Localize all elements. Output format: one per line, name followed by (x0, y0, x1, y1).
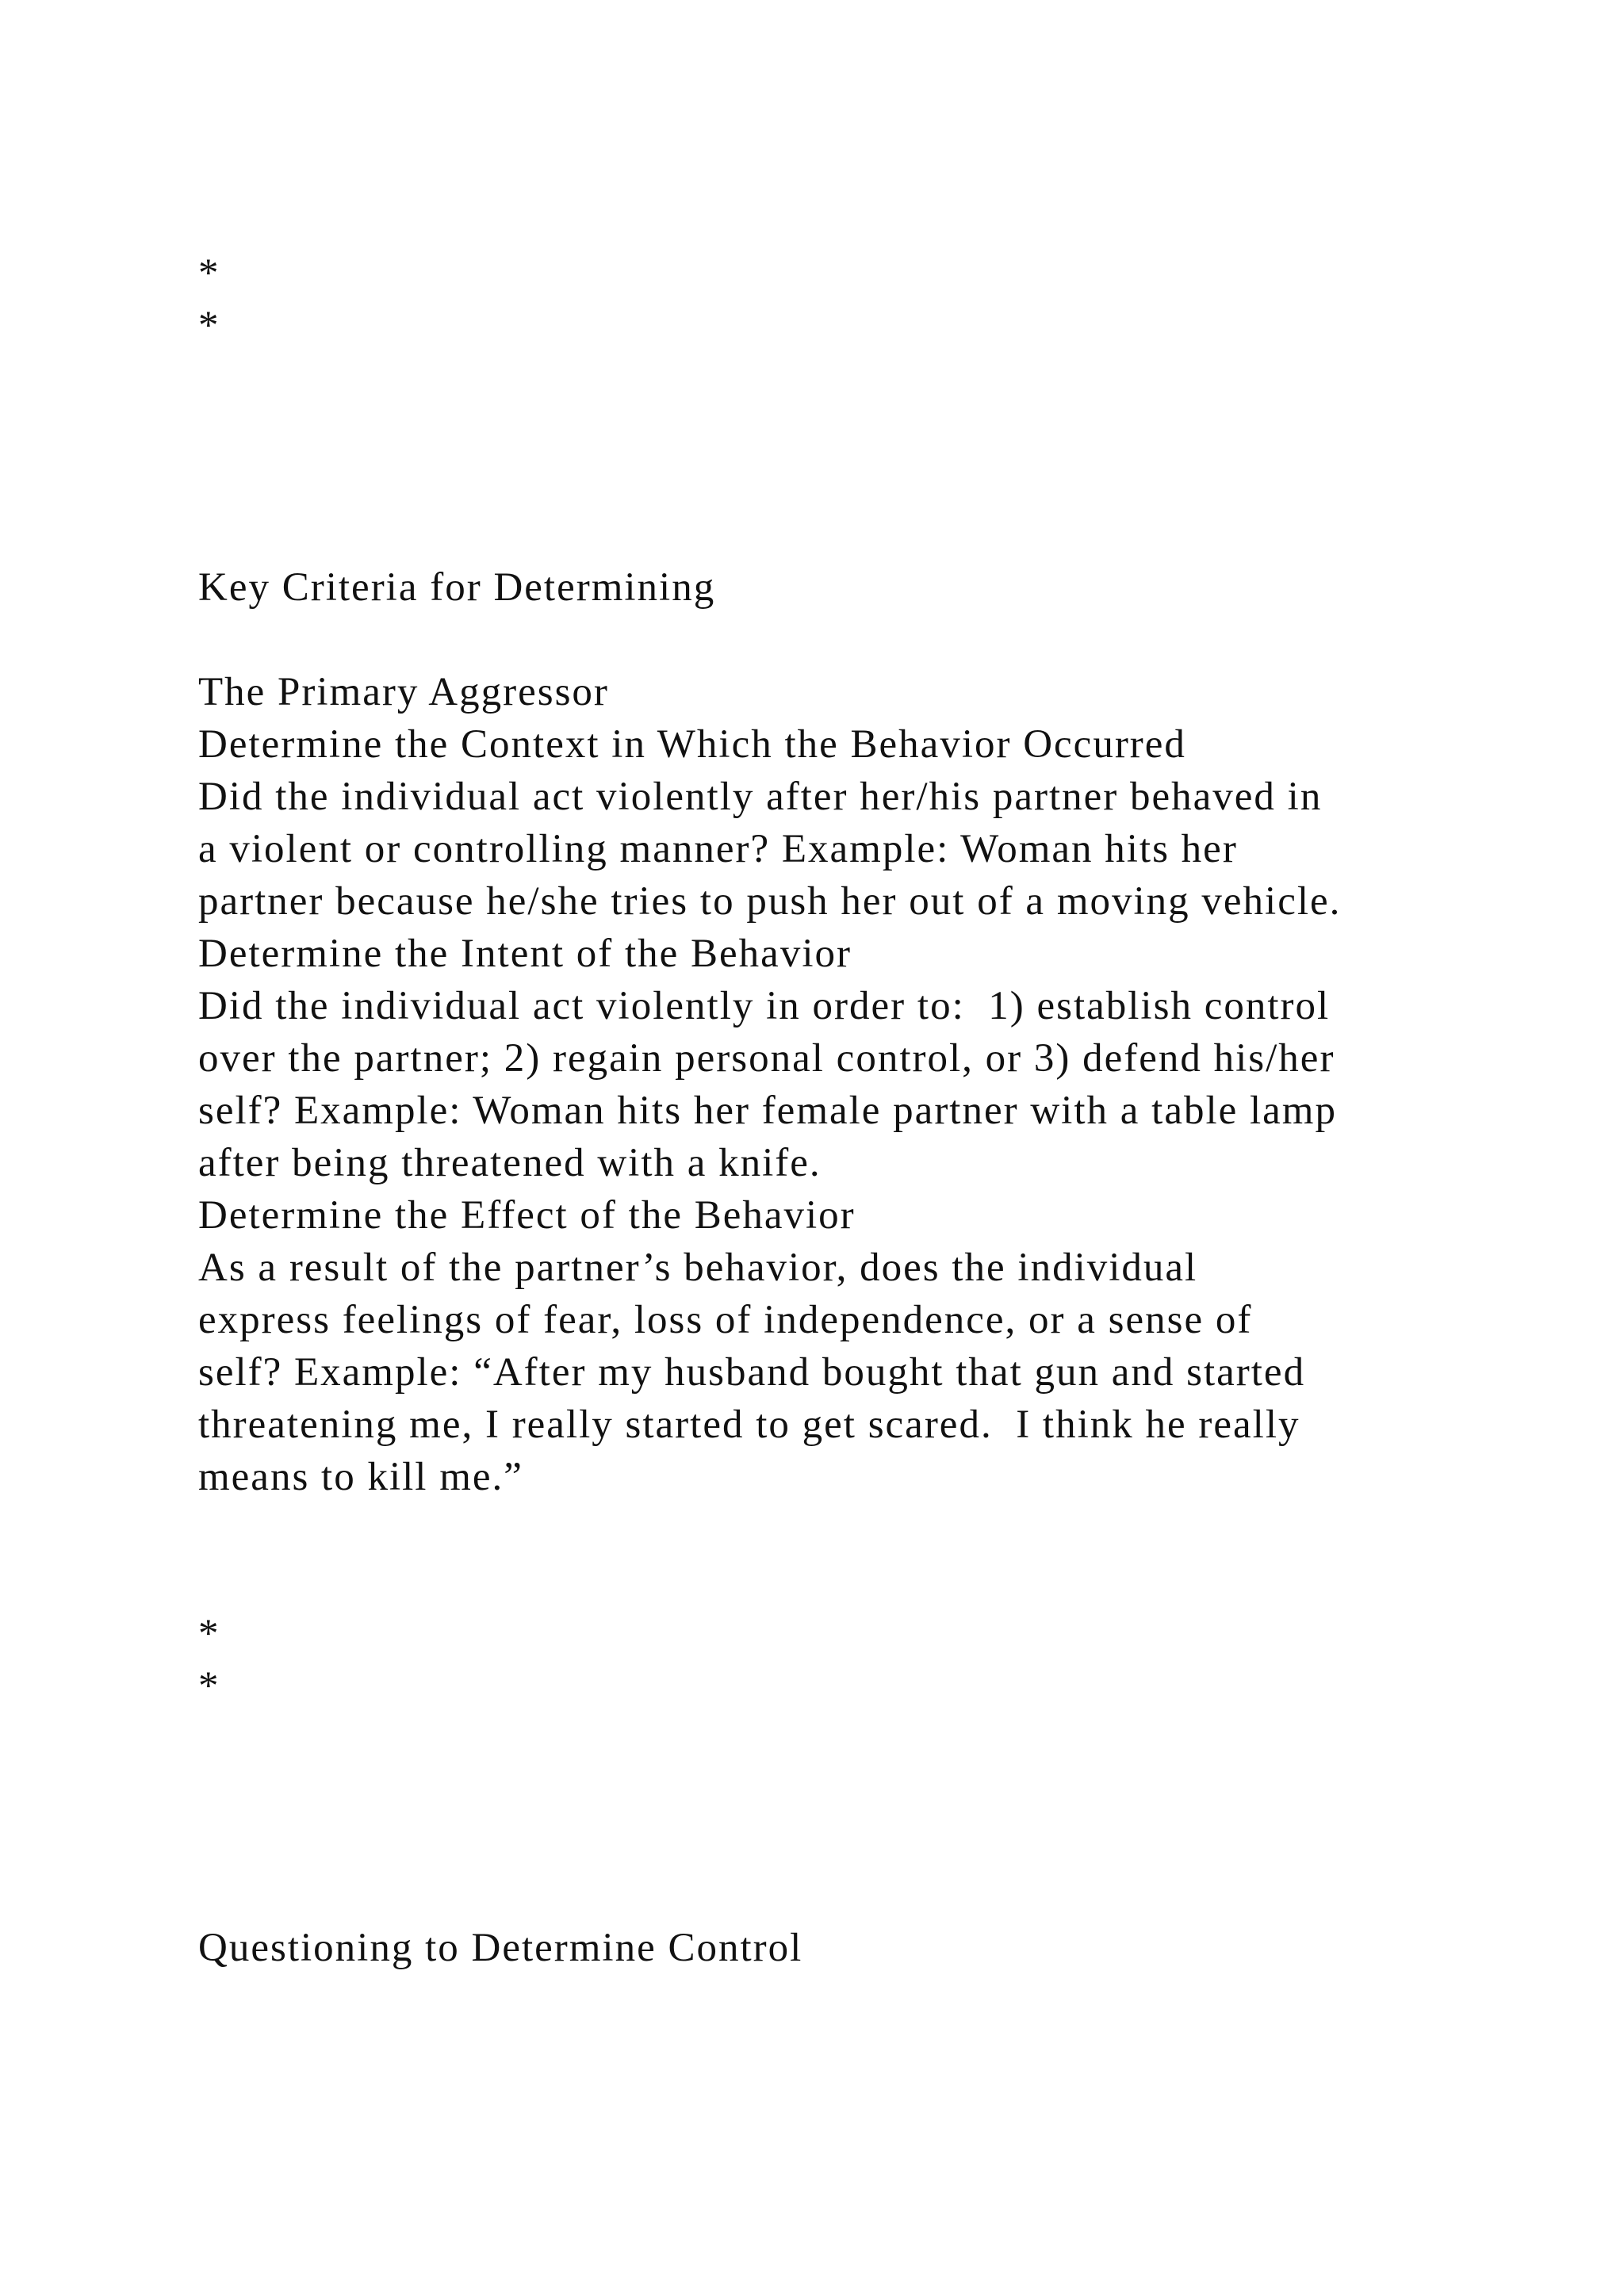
body-line: over the partner; 2) regain personal control, or 3) defend his/her (198, 1036, 1335, 1081)
body-line: means to kill me.” (198, 1455, 523, 1499)
asterisk-marker: * (198, 251, 220, 296)
criterion-heading: Determine the Intent of the Behavior (198, 932, 852, 976)
body-line: express feelings of fear, loss of independence, or a sense of (198, 1298, 1253, 1342)
asterisk-marker: * (198, 1612, 220, 1656)
body-line: As a result of the partner’s behavior, does the individual (198, 1246, 1198, 1290)
body-line: Did the individual act violently in order to: 1) establish control (198, 984, 1331, 1028)
body-line: threatening me, I really started to get scared. I think he really (198, 1402, 1300, 1447)
body-line: self? Example: Woman hits her female partner with a table lamp (198, 1089, 1337, 1133)
asterisk-marker: * (198, 304, 220, 348)
body-line: Did the individual act violently after her/his partner behaved in (198, 775, 1323, 819)
criterion-heading: Determine the Effect of the Behavior (198, 1193, 856, 1238)
section-title: Questioning to Determine Control (198, 1926, 803, 1970)
section-title: Key Criteria for Determining (198, 565, 716, 610)
asterisk-marker: * (198, 1664, 220, 1709)
criterion-heading: Determine the Context in Which the Behavior Occurred (198, 722, 1186, 767)
body-line: partner because he/she tries to push her out of a moving vehicle. (198, 879, 1342, 924)
section-subtitle: The Primary Aggressor (198, 670, 609, 714)
body-line: a violent or controlling manner? Example: Woman hits her (198, 827, 1238, 871)
body-line: self? Example: “After my husband bought that gun and started (198, 1350, 1306, 1395)
body-line: after being threatened with a knife. (198, 1141, 822, 1185)
